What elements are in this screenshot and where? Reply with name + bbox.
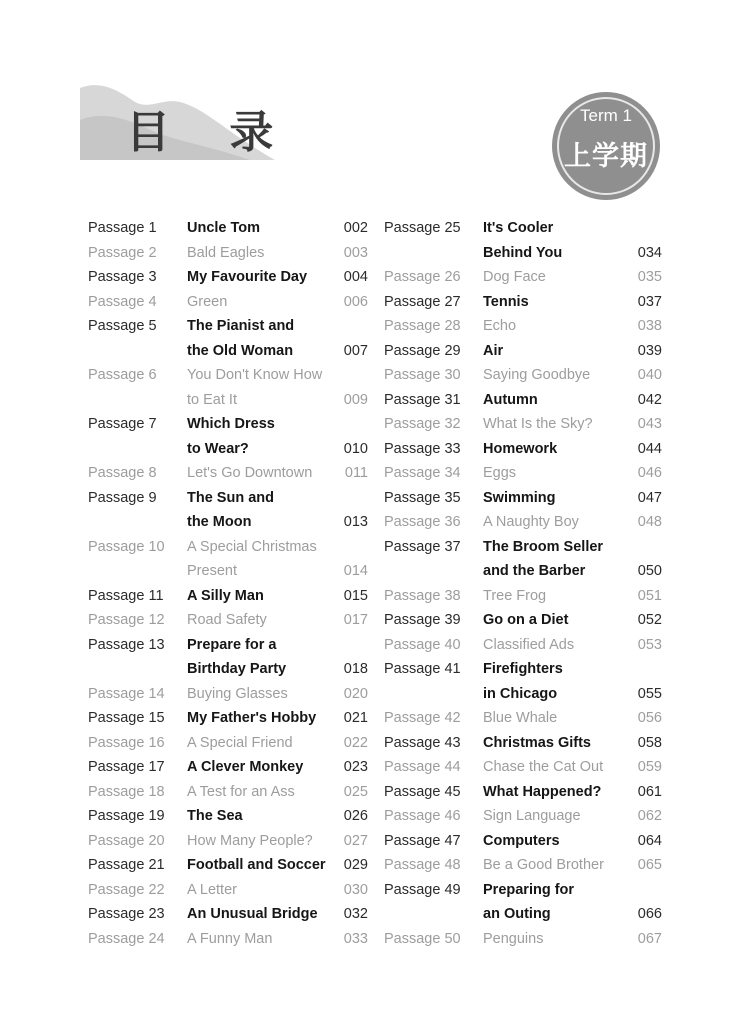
toc-entry-line <box>88 755 368 780</box>
page-number: 003 <box>343 244 368 261</box>
page-number: 050 <box>637 563 662 579</box>
toc-entry-line <box>88 339 368 364</box>
passage-label: Passage 39 <box>384 612 461 628</box>
toc-entry-line <box>384 339 662 364</box>
passage-label: Passage 44 <box>384 759 461 775</box>
page-number: 021 <box>343 710 368 726</box>
page-number: 040 <box>637 367 662 383</box>
passage-title[interactable]: Birthday Party <box>187 661 287 677</box>
passage-label: Passage 7 <box>88 416 157 432</box>
toc-entry-line <box>384 388 662 413</box>
passage-title[interactable]: Firefighters <box>483 661 563 677</box>
toc-entry-line <box>88 878 368 903</box>
passage-label: Passage 15 <box>88 710 165 726</box>
page-number: 038 <box>637 318 662 334</box>
passage-label: Passage 21 <box>88 857 165 873</box>
passage-title[interactable]: Blue Whale <box>483 710 558 726</box>
passage-label: Passage 23 <box>88 906 165 922</box>
toc-entry-line <box>88 461 368 486</box>
passage-title[interactable]: Behind You <box>483 244 563 261</box>
toc-entry-line <box>384 290 662 315</box>
page-number: 007 <box>343 342 368 359</box>
toc-entry-line <box>88 265 368 290</box>
toc-entry-line <box>384 657 662 682</box>
page-number: 014 <box>343 563 368 579</box>
passage-label: Passage 50 <box>384 930 461 947</box>
badge-semester: 上学期 <box>564 141 648 172</box>
passage-label: Passage 3 <box>88 269 157 285</box>
page-number: 044 <box>637 440 662 457</box>
passage-title[interactable]: Green <box>187 293 228 310</box>
passage-title[interactable]: What Is the Sky? <box>483 416 593 432</box>
passage-title[interactable]: Buying Glasses <box>187 685 288 702</box>
passage-title[interactable]: Autumn <box>483 391 538 408</box>
page-number: 039 <box>637 342 662 359</box>
toc-entry-line <box>384 829 662 854</box>
passage-label: Passage 36 <box>384 514 461 530</box>
passage-title[interactable]: to Wear? <box>187 440 249 457</box>
passage-label: Passage 40 <box>384 636 461 653</box>
page-number: 034 <box>637 244 662 261</box>
passage-title[interactable]: Christmas Gifts <box>483 734 591 751</box>
passage-title[interactable]: My Father's Hobby <box>187 710 317 726</box>
passage-title[interactable]: A Silly Man <box>187 587 264 604</box>
toc-entry-line <box>88 388 368 413</box>
passage-label: Passage 2 <box>88 244 157 261</box>
passage-label: Passage 26 <box>384 269 461 285</box>
toc-entry-line <box>384 682 662 707</box>
passage-title[interactable]: an Outing <box>483 906 551 922</box>
toc-entry-line <box>88 682 368 707</box>
toc-left-column <box>88 216 368 951</box>
page-number: 033 <box>343 930 368 947</box>
passage-title[interactable]: It's Cooler <box>483 220 554 236</box>
page-number: 067 <box>637 930 662 947</box>
toc-entry-line <box>88 853 368 878</box>
page-number: 027 <box>343 832 368 849</box>
passage-label: Passage 46 <box>384 808 461 824</box>
passage-title[interactable]: Chase the Cat Out <box>483 759 604 775</box>
passage-title[interactable]: What Happened? <box>483 783 602 800</box>
passage-label: Passage 16 <box>88 734 165 751</box>
passage-label: Passage 6 <box>88 367 157 383</box>
toc-entry-line <box>384 241 662 266</box>
passage-label: Passage 11 <box>88 587 164 604</box>
passage-label: Passage 35 <box>384 489 461 506</box>
passage-title[interactable]: Echo <box>483 318 517 334</box>
passage-title[interactable]: A Clever Monkey <box>187 759 304 775</box>
page-number: 035 <box>637 269 662 285</box>
passage-label: Passage 45 <box>384 783 461 800</box>
passage-label: Passage 27 <box>384 293 461 310</box>
passage-title[interactable]: The Broom Seller <box>483 538 604 555</box>
page-number: 010 <box>343 440 368 457</box>
passage-title[interactable]: An Unusual Bridge <box>187 906 318 922</box>
page-number: 006 <box>343 293 368 310</box>
page-number: 052 <box>637 612 662 628</box>
page-number: 042 <box>637 391 662 408</box>
passage-title[interactable]: Prepare for a <box>187 636 277 653</box>
passage-label: Passage 32 <box>384 416 461 432</box>
toc-entry-line <box>88 559 368 584</box>
passage-title[interactable]: A Naughty Boy <box>483 514 579 530</box>
page-number: 053 <box>637 636 662 653</box>
passage-label: Passage 14 <box>88 685 165 702</box>
passage-title[interactable]: Air <box>483 342 504 359</box>
page-number: 048 <box>637 514 662 530</box>
passage-title[interactable]: Computers <box>483 832 560 849</box>
page-number: 059 <box>637 759 662 775</box>
toc-entry-line <box>88 363 368 388</box>
page-number: 023 <box>343 759 368 775</box>
toc-entry-line <box>88 486 368 511</box>
passage-title[interactable]: A Funny Man <box>187 930 273 947</box>
badge-term: Term 1 <box>580 106 632 125</box>
passage-label: Passage 30 <box>384 367 461 383</box>
toc-entry-line <box>384 412 662 437</box>
passage-label: Passage 37 <box>384 538 461 555</box>
toc-entry-line <box>88 608 368 633</box>
page-header <box>0 0 750 200</box>
passage-label: Passage 48 <box>384 857 461 873</box>
page-number: 037 <box>637 293 662 310</box>
page-title: 目 录 <box>126 107 296 158</box>
toc-entry-line <box>88 706 368 731</box>
page-number: 029 <box>343 857 368 873</box>
toc-entry-line <box>88 804 368 829</box>
passage-title[interactable]: Saying Goodbye <box>483 367 591 383</box>
passage-title[interactable]: A Letter <box>187 881 237 898</box>
passage-label: Passage 18 <box>88 783 165 800</box>
passage-title[interactable]: Tennis <box>483 293 529 310</box>
toc-entry-line <box>88 412 368 437</box>
passage-title[interactable]: Swimming <box>483 489 556 506</box>
passage-title[interactable]: Eggs <box>483 465 517 481</box>
toc-entry-line <box>384 878 662 903</box>
toc-entry-line <box>384 559 662 584</box>
passage-label: Passage 34 <box>384 465 461 481</box>
passage-title[interactable]: Go on a Diet <box>483 612 569 628</box>
toc-entry-line <box>88 535 368 560</box>
toc-entry-line <box>384 731 662 756</box>
page-number: 002 <box>343 220 368 236</box>
passage-label: Passage 42 <box>384 710 461 726</box>
passage-title[interactable]: My Favourite Day <box>187 269 308 285</box>
passage-label: Passage 29 <box>384 342 461 359</box>
passage-title[interactable]: The Pianist and <box>187 318 295 334</box>
passage-title[interactable]: Be a Good Brother <box>483 857 604 873</box>
page-number: 004 <box>343 269 368 285</box>
toc-entry-line <box>384 633 662 658</box>
toc-entry-line <box>384 314 662 339</box>
passage-title[interactable]: Uncle Tom <box>187 220 261 236</box>
passage-label: Passage 20 <box>88 832 165 849</box>
passage-title[interactable]: Tree Frog <box>483 587 547 604</box>
toc-entry-line <box>88 216 368 241</box>
page-number: 030 <box>343 881 368 898</box>
toc-entry-line <box>384 608 662 633</box>
toc-entry-line <box>384 216 662 241</box>
passage-title[interactable]: Football and Soccer <box>187 857 326 873</box>
page-number: 066 <box>637 906 662 922</box>
toc-entry-line <box>88 633 368 658</box>
toc-entry-line <box>384 437 662 462</box>
toc-entry-line <box>88 829 368 854</box>
passage-title[interactable]: Preparing for <box>483 881 575 898</box>
toc-right-column <box>384 216 662 951</box>
page-number: 046 <box>637 465 662 481</box>
page-number: 018 <box>343 661 368 677</box>
passage-title[interactable]: The Sea <box>187 808 243 824</box>
page-number: 017 <box>343 612 368 628</box>
toc-entry-line <box>384 265 662 290</box>
toc-entry-line <box>88 314 368 339</box>
passage-label: Passage 47 <box>384 832 461 849</box>
passage-title[interactable]: A Test for an Ass <box>187 783 295 800</box>
passage-label: Passage 31 <box>384 391 461 408</box>
passage-label: Passage 19 <box>88 808 165 824</box>
passage-label: Passage 13 <box>88 636 165 653</box>
toc-entry-line <box>88 780 368 805</box>
passage-title[interactable]: Let's Go Downtown <box>187 465 313 481</box>
toc-entry-line <box>384 584 662 609</box>
passage-title[interactable]: You Don't Know How <box>187 367 323 383</box>
page-number: 064 <box>637 832 662 849</box>
passage-title[interactable]: the Moon <box>187 514 252 530</box>
page-number: 009 <box>343 391 368 408</box>
passage-label: Passage 25 <box>384 220 461 236</box>
passage-label: Passage 17 <box>88 759 165 775</box>
toc-entry-line <box>384 804 662 829</box>
toc-entry-line <box>88 437 368 462</box>
toc-entry-line <box>384 927 662 952</box>
page-number: 051 <box>637 587 662 604</box>
passage-title[interactable]: A Special Friend <box>187 734 293 751</box>
passage-label: Passage 12 <box>88 612 165 628</box>
passage-label: Passage 5 <box>88 318 157 334</box>
passage-label: Passage 4 <box>88 293 157 310</box>
page-number: 032 <box>343 906 368 922</box>
passage-title[interactable]: to Eat It <box>187 391 237 408</box>
toc-entry-line <box>88 731 368 756</box>
page-number: 022 <box>343 734 368 751</box>
page-number: 011 <box>344 465 368 481</box>
passage-label: Passage 22 <box>88 881 165 898</box>
passage-label: Passage 49 <box>384 881 461 898</box>
toc-entry-line <box>384 706 662 731</box>
page-number: 020 <box>343 685 368 702</box>
page-number: 015 <box>343 587 368 604</box>
page-number: 047 <box>637 489 662 506</box>
page-number: 065 <box>637 857 662 873</box>
toc-entry-line <box>384 461 662 486</box>
passage-title[interactable]: Road Safety <box>187 612 267 628</box>
passage-title[interactable]: and the Barber <box>483 563 586 579</box>
toc-entry-line <box>88 927 368 952</box>
toc-entry-line <box>384 755 662 780</box>
passage-title[interactable]: Sign Language <box>483 808 581 824</box>
passage-label: Passage 41 <box>384 661 461 677</box>
page-number: 026 <box>343 808 368 824</box>
toc-entry-line <box>384 853 662 878</box>
toc-entry-line <box>88 241 368 266</box>
toc-entry-line <box>88 657 368 682</box>
passage-title[interactable]: How Many People? <box>187 832 313 849</box>
page-number: 013 <box>343 514 368 530</box>
page-number: 043 <box>637 416 662 432</box>
passage-title[interactable]: Classified Ads <box>483 636 575 653</box>
passage-label: Passage 24 <box>88 930 165 947</box>
page-number: 055 <box>637 685 662 702</box>
passage-title[interactable]: A Special Christmas <box>187 538 317 555</box>
toc-entry-line <box>384 510 662 535</box>
page-number: 056 <box>637 710 662 726</box>
passage-title[interactable]: Homework <box>483 440 558 457</box>
passage-title[interactable]: Present <box>187 563 237 579</box>
passage-label: Passage 28 <box>384 318 461 334</box>
passage-title[interactable]: the Old Woman <box>187 342 294 359</box>
toc-entry-line <box>384 902 662 927</box>
passage-label: Passage 43 <box>384 734 461 751</box>
page-number: 062 <box>637 808 662 824</box>
toc-entry-line <box>88 584 368 609</box>
passage-title[interactable]: Penguins <box>483 930 544 947</box>
passage-label: Passage 33 <box>384 440 461 457</box>
passage-title[interactable]: in Chicago <box>483 685 558 702</box>
toc-entry-line <box>384 780 662 805</box>
toc-entry-line <box>384 535 662 560</box>
passage-title[interactable]: Dog Face <box>483 269 546 285</box>
toc-entry-line <box>88 510 368 535</box>
toc-entry-line <box>88 902 368 927</box>
toc-entry-line <box>384 363 662 388</box>
page-number: 061 <box>637 783 662 800</box>
passage-title[interactable]: The Sun and <box>187 489 274 506</box>
passage-label: Passage 1 <box>88 220 157 236</box>
page-number: 058 <box>637 734 662 751</box>
passage-label: Passage 10 <box>88 538 165 555</box>
passage-label: Passage 38 <box>384 587 461 604</box>
passage-title[interactable]: Which Dress <box>187 416 275 432</box>
page-number: 025 <box>343 783 368 800</box>
passage-label: Passage 8 <box>88 465 157 481</box>
passage-label: Passage 9 <box>88 489 157 506</box>
toc-entry-line <box>384 486 662 511</box>
passage-title[interactable]: Bald Eagles <box>187 244 265 261</box>
toc-entry-line <box>88 290 368 315</box>
term-badge <box>552 92 660 200</box>
